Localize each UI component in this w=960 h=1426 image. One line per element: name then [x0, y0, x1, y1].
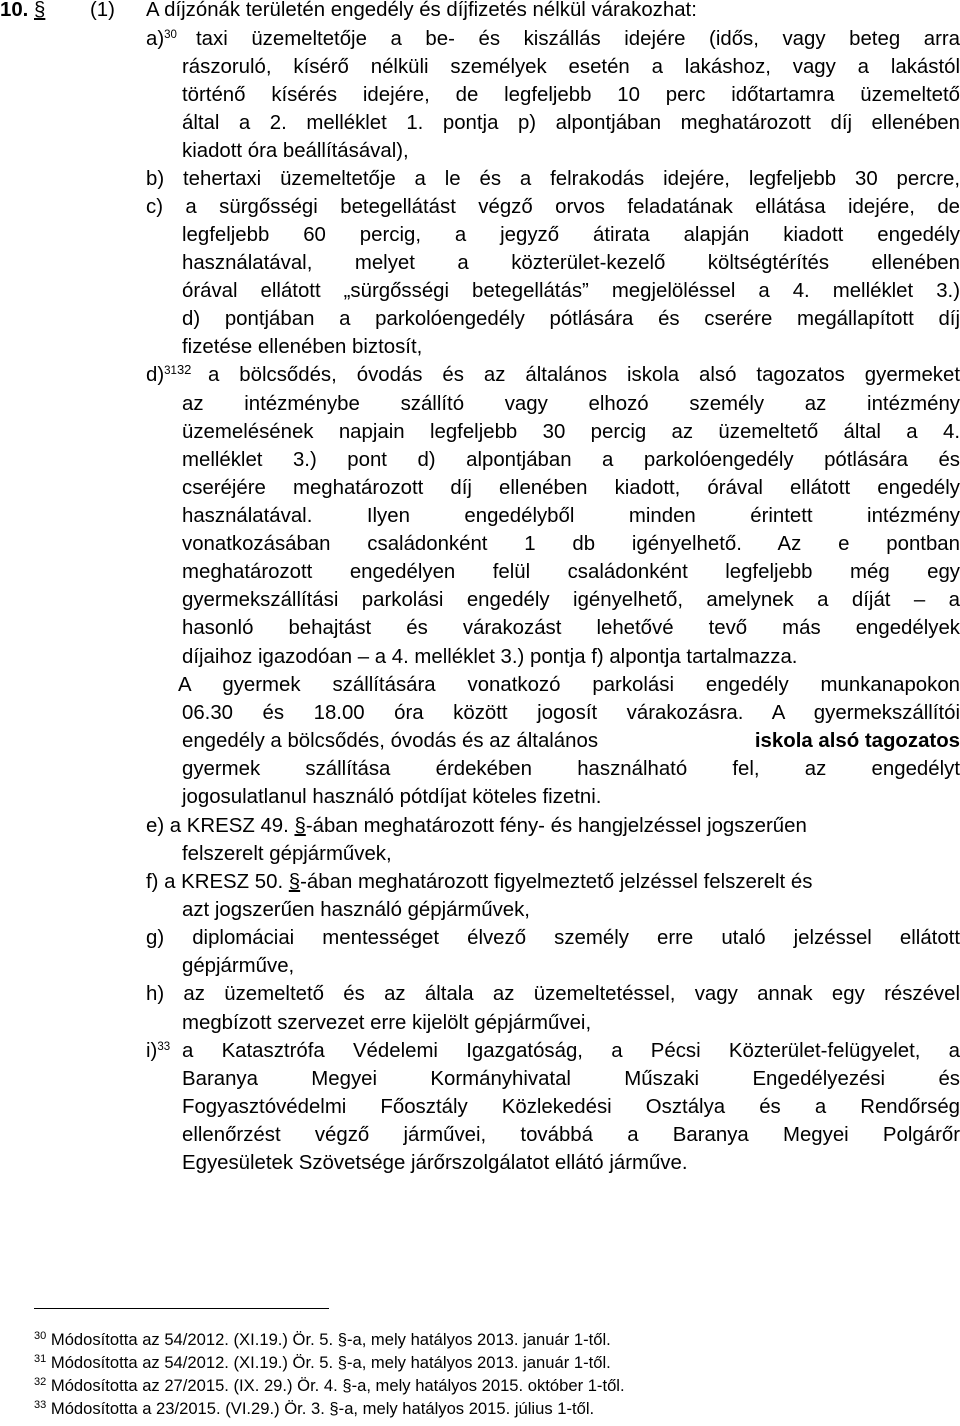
footnote: $^{33}$ Módosította a 23/2015. (VI.29.) Ör. 3. §-a, mely hatályos 2015. július 1-től. [34, 1399, 595, 1418]
item-d-line: üzemelésének napjain legfeljebb 30 percig az üzemeltető által a 4. [182, 421, 960, 443]
item-d-line: meghatározott engedélyen felül családonként legfeljebb még egy [182, 561, 960, 583]
item-d-line: melléklet 3.) pont d) alpontjában a parkolóengedély pótlására és [182, 449, 960, 471]
item-d-line: jogosulatlanul használó pótdíjat köteles fizetni. [182, 786, 602, 808]
item-d-line: 06.30 és 18.00 óra között jogosít várakozásra. A gyermekszállítói [182, 702, 960, 724]
item-e-line: e) a KRESZ 49. §-ában meghatározott fény- és hangjelzéssel jogszerűen [146, 815, 807, 837]
item-d-line: cseréjére meghatározott díj ellenében kiadott, órával ellátott engedély [182, 477, 960, 499]
item-i-line: Fogyasztóvédelmi Főosztály Közlekedési Osztálya és a Rendőrség [182, 1096, 960, 1118]
item-f-line: f) a KRESZ 50. §-ában meghatározott figyelmeztető jelzéssel felszerelt és [146, 871, 813, 893]
footnote-divider [34, 1308, 329, 1309]
item-d-label: d)$^{3132}$ [146, 362, 192, 386]
item-c-line: használatával, melyet a közterület-kezelő költségtérítés ellenében [182, 252, 960, 274]
item-h-line: megbízott szervezet erre kijelölt gépjárművei, [182, 1012, 592, 1034]
footnote: $^{32}$ Módosította az 27/2015. (IX. 29.) Ör. 4. §-a, mely hatályos 2015. október 1-től. [34, 1376, 625, 1395]
item-d-line: gyermekszállítási parkolási engedély igényelhető, amelynek a díját – a [182, 589, 960, 611]
item-d-line: használatával. Ilyen engedélyből minden érintett intézmény [182, 505, 960, 527]
item-a-label: a)$^{30}$ [146, 28, 177, 50]
footnote: $^{31}$ Módosította az 54/2012. (XI.19.) Ör. 5. §-a, mely hatályos 2013. január 1-től. [34, 1353, 611, 1372]
section-mark: § [34, 0, 46, 21]
section-number: 10. [0, 0, 29, 21]
item-d-line: engedély a bölcsődés, óvodás és az általános iskola alsó tagozatos [182, 730, 960, 752]
item-d-line: a bölcsődés, óvodás és az általános iskola alsó tagozatos gyermeket [208, 364, 960, 386]
item-d-line: gyermek szállítása érdekében használható fel, az engedélyt [182, 758, 960, 780]
item-a-line: által a 2. melléklet 1. pontja p) alpontjában meghatározott díj ellenében [182, 112, 960, 134]
paragraph-number: (1) [90, 0, 115, 21]
item-c-line: órával ellátott „sürgősségi betegellátás” megjelöléssel a 4. melléklet 3.) [182, 280, 960, 302]
item-i-line: Egyesületek Szövetsége járőrszolgálatot ellátó járműve. [182, 1152, 688, 1174]
item-d-line: vonatkozásában családonként 1 db igényelhető. Az e pontban [182, 533, 960, 555]
item-i-line: a Katasztrófa Védelemi Igazgatóság, a Pécsi Közterület-felügyelet, a [182, 1040, 960, 1062]
item-i-line: ellenőrzést végző járművei, továbbá a Baranya Megyei Polgárőr [182, 1124, 960, 1146]
item-g-line: gépjárműve, [182, 955, 295, 977]
item-g-line: g) diplomáciai mentességet élvező személy erre utaló jelzéssel ellátott [146, 927, 960, 949]
item-c-line: d) pontjában a parkolóengedély pótlására és cserére megállapított díj [182, 308, 960, 330]
intro-text: A díjzónák területén engedély és díjfizetés nélkül várakozhat: [146, 0, 697, 21]
item-d-line: A gyermek szállítására vonatkozó parkolási engedély munkanapokon [178, 674, 960, 696]
item-f-line: azt jogszerűen használó gépjárművek, [182, 899, 530, 921]
item-a-line: rászoruló, kísérő nélküli személyek esetén a lakáshoz, vagy a lakástól [182, 56, 960, 78]
item-e-line: felszerelt gépjárművek, [182, 843, 392, 865]
item-d-line: díjaihoz igazodóan – a 4. melléklet 3.) pontja f) alpontja tartalmazza. [182, 646, 798, 668]
item-h-line: h) az üzemeltető és az általa az üzemeltetéssel, vagy annak egy részével [146, 983, 960, 1005]
item-b-line: b) tehertaxi üzemeltetője a le és a felrakodás idejére, legfeljebb 30 percre, [146, 168, 960, 190]
item-a-line: történő kísérés idejére, de legfeljebb 10 perc időtartamra üzemeltető [182, 84, 960, 106]
item-c-line: legfeljebb 60 percig, a jegyző átirata alapján kiadott engedély [182, 224, 960, 246]
item-a-line: taxi üzemeltetője a be- és kiszállás idejére (idős, vagy beteg arra [196, 28, 960, 50]
item-d-line: az intézménybe szállító vagy elhozó személy az intézmény [182, 393, 960, 415]
item-c-line: c) a sürgősségi betegellátást végző orvos feladatának ellátása idejére, de [146, 196, 960, 218]
item-i-label: i)$^{33}$ [146, 1040, 171, 1062]
item-d-line: hasonló behajtást és várakozást lehetővé tevő más engedélyek [182, 617, 960, 639]
footnote: $^{30}$ Módosította az 54/2012. (XI.19.) Ör. 5. §-a, mely hatályos 2013. január 1-től. [34, 1330, 611, 1349]
item-c-line: fizetése ellenében biztosít, [182, 336, 423, 358]
item-i-line: Baranya Megyei Kormányhivatal Műszaki Engedélyezési és [182, 1068, 960, 1090]
item-a-line: kiadott óra beállításával), [182, 140, 409, 162]
